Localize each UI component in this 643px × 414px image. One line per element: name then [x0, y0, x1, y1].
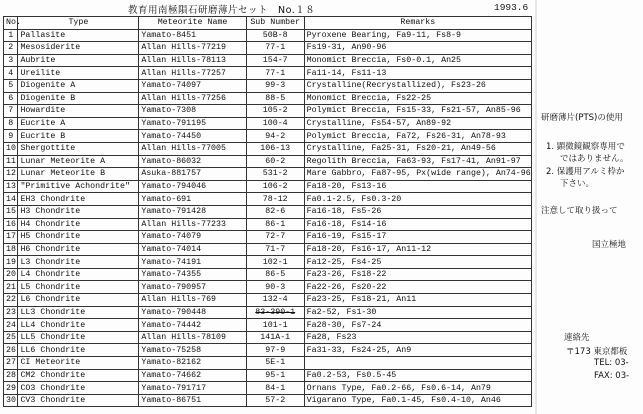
cell-no: 3 [4, 54, 18, 67]
cell-meteorite-name: Yamato-74097 [139, 79, 246, 92]
table-row [4, 394, 532, 407]
cell-sub-number: 86-5 [246, 268, 304, 281]
cell-type: LL4 Chondrite [18, 319, 139, 332]
cell-meteorite-name: Yamato-794046 [139, 180, 246, 193]
cell-no: 26 [4, 344, 18, 357]
cell-remarks: Fa16-18, Fs5-26 [304, 205, 531, 218]
cell-remarks: Fa16-18, Fs14-16 [304, 218, 531, 231]
cell-sub-number: 72-7 [246, 231, 304, 244]
cell-sub-number: 5E-1 [246, 357, 304, 370]
cell-type: CV3 Chondrite [18, 394, 139, 407]
table-row [4, 54, 532, 67]
meteorite-table [3, 16, 532, 407]
side-note-heading: 研磨薄片(PTS)の使用 [541, 113, 623, 123]
cell-no: 10 [4, 142, 18, 155]
table-row [4, 382, 532, 395]
contact-tel: TEL: 03- [594, 358, 629, 368]
cell-sub-number: 50B-8 [246, 29, 304, 42]
cell-remarks: Vigarano Type, Fa0.1-45, Fs0.4-10, An46 [304, 394, 531, 407]
cell-no: 20 [4, 268, 18, 281]
cell-remarks: Pyroxene Bearing, Fa9-11, Fs8-9 [304, 29, 531, 42]
cell-remarks: Monomict Breccia, Fs22-25 [304, 92, 531, 105]
cell-remarks: Fa23-26, Fs18-22 [304, 268, 531, 281]
column-header-type: Type [18, 17, 139, 30]
cell-sub-number: 97-9 [246, 344, 304, 357]
column-header-no: No. [4, 17, 18, 30]
cell-remarks: Fa22-26, Fs20-22 [304, 281, 531, 294]
cell-type: Ureilite [18, 67, 139, 80]
cell-meteorite-name: Yamato-75258 [139, 344, 246, 357]
cell-type: L4 Chondrite [18, 268, 139, 281]
cell-sub-number: 82-6 [246, 205, 304, 218]
table-row [4, 193, 532, 206]
cell-meteorite-name: Yamato-82162 [139, 357, 246, 370]
cell-remarks: Fa28, Fs23 [304, 331, 531, 344]
document-title: 教育用南極隕石研磨薄片セット No.１８ [128, 5, 316, 16]
cell-remarks: Regolith Breccia, Fa63-93, Fs17-41, An91-97 [304, 155, 531, 168]
cell-meteorite-name: Yamato-74442 [139, 319, 246, 332]
cell-sub-number: 102-1 [246, 256, 304, 269]
cell-no: 24 [4, 319, 18, 332]
cell-sub-number: 100-4 [246, 117, 304, 130]
cell-meteorite-name: Asuka-881757 [139, 168, 246, 181]
cell-type: L6 Chondrite [18, 294, 139, 307]
cell-meteorite-name: Yamato-791195 [139, 117, 246, 130]
table-row [4, 369, 532, 382]
cell-no: 6 [4, 92, 18, 105]
cell-meteorite-name: Allan Hills-769 [139, 294, 246, 307]
cell-remarks: Polymict Breccia, Fa72, Fs26-31, An78-93 [304, 130, 531, 143]
table-row [4, 281, 532, 294]
cell-sub-number: 88-5 [246, 92, 304, 105]
cell-no: 2 [4, 42, 18, 55]
cell-type: CO3 Chondrite [18, 382, 139, 395]
cell-type: EH3 Chondrite [18, 193, 139, 206]
cell-type: Lunar Meteorite A [18, 155, 139, 168]
page-fold-edge [535, 0, 537, 414]
cell-meteorite-name: Allan Hills-78109 [139, 331, 246, 344]
cell-meteorite-name: Yamato-74191 [139, 256, 246, 269]
column-header-meteorite-name: Meteorite Name [139, 17, 246, 30]
cell-meteorite-name: Yamato-8451 [139, 29, 246, 42]
table-row [4, 231, 532, 244]
cell-sub-number: 101-1 [246, 319, 304, 332]
cell-sub-number: 77-1 [246, 67, 304, 80]
table-row [4, 268, 532, 281]
table-header-row [4, 17, 532, 30]
cell-no: 9 [4, 130, 18, 143]
cell-no: 27 [4, 357, 18, 370]
cell-remarks: Fa11-14, Fs11-13 [304, 67, 531, 80]
cell-no: 8 [4, 117, 18, 130]
cell-remarks: Fa0.1-2.5, Fs0.3-20 [304, 193, 531, 206]
cell-remarks: Fa28-30, Fs7-24 [304, 319, 531, 332]
cell-type: Diogenite A [18, 79, 139, 92]
table-body [4, 29, 532, 407]
cell-meteorite-name: Allan Hills-77233 [139, 218, 246, 231]
cell-meteorite-name: Yamato-86751 [139, 394, 246, 407]
cell-meteorite-name: Allan Hills-77219 [139, 42, 246, 55]
cell-sub-number: 94-2 [246, 130, 304, 143]
cell-type: Pallasite [18, 29, 139, 42]
cell-type: H3 Chondrite [18, 205, 139, 218]
cell-remarks [304, 357, 531, 370]
cell-sub-number: 83-390-1 [246, 306, 304, 319]
cell-no: 5 [4, 79, 18, 92]
cell-remarks: Fa0.2-53, Fs0.5-45 [304, 369, 531, 382]
cell-meteorite-name: Yamato-790957 [139, 281, 246, 294]
cell-sub-number: 84-1 [246, 382, 304, 395]
table-row [4, 294, 532, 307]
document-date: 1993.6 [494, 2, 529, 13]
table-row [4, 79, 532, 92]
cell-sub-number: 105-2 [246, 105, 304, 118]
contact-heading: 連絡先 [564, 333, 590, 343]
cell-no: 22 [4, 294, 18, 307]
column-header-remarks: Remarks [304, 17, 531, 30]
cell-type: CI Meteorite [18, 357, 139, 370]
cell-type: L5 Chondrite [18, 281, 139, 294]
cell-type: LL3 Chondrite [18, 306, 139, 319]
table-row [4, 218, 532, 231]
cell-no: 4 [4, 67, 18, 80]
column-header-sub-number: Sub Number [246, 17, 304, 30]
cell-remarks: Fa23-25, Fs18-21, An11 [304, 294, 531, 307]
cell-type: Diogenite B [18, 92, 139, 105]
cell-type: Eucrite B [18, 130, 139, 143]
cell-sub-number: 99-3 [246, 79, 304, 92]
cell-sub-number: 78-12 [246, 193, 304, 206]
cell-meteorite-name: Allan Hills-78113 [139, 54, 246, 67]
cell-meteorite-name: Yamato-791717 [139, 382, 246, 395]
cell-type: H4 Chondrite [18, 218, 139, 231]
cell-sub-number: 141A-1 [246, 331, 304, 344]
table-row [4, 344, 532, 357]
cell-no: 30 [4, 394, 18, 407]
table-row [4, 256, 532, 269]
cell-meteorite-name: Allan Hills-77257 [139, 67, 246, 80]
table-row [4, 205, 532, 218]
cell-sub-number: 154-7 [246, 54, 304, 67]
cell-no: 29 [4, 382, 18, 395]
side-note-item-2-cont: 下さい。 [560, 179, 595, 189]
table-row [4, 155, 532, 168]
cell-meteorite-name: Yamato-74450 [139, 130, 246, 143]
table-row [4, 67, 532, 80]
cell-remarks: Fa18-20, Fs16-17, An11-12 [304, 243, 531, 256]
cell-type: Aubrite [18, 54, 139, 67]
cell-sub-number: 71-7 [246, 243, 304, 256]
table-row [4, 168, 532, 181]
table-row [4, 331, 532, 344]
cell-remarks: Monomict Breccia, Fs0-0.1, An25 [304, 54, 531, 67]
cell-sub-number: 95-1 [246, 369, 304, 382]
cell-sub-number: 132-4 [246, 294, 304, 307]
cell-type: H6 Chondrite [18, 243, 139, 256]
cell-no: 28 [4, 369, 18, 382]
cell-sub-number: 106-13 [246, 142, 304, 155]
cell-type: LL6 Chondrite [18, 344, 139, 357]
cell-sub-number: 57-2 [246, 394, 304, 407]
cell-no: 7 [4, 105, 18, 118]
cell-no: 15 [4, 205, 18, 218]
cell-meteorite-name: Yamato-7308 [139, 105, 246, 118]
cell-remarks: Ornans Type, Fa0.2-66, Fs0.6-14, An79 [304, 382, 531, 395]
cell-sub-number: 106-2 [246, 180, 304, 193]
cell-meteorite-name: Yamato-74079 [139, 231, 246, 244]
cell-no: 18 [4, 243, 18, 256]
table-row [4, 142, 532, 155]
cell-type: "Primitive Achondrite" [18, 180, 139, 193]
cell-remarks: Fa31-33, Fs24-25, An9 [304, 344, 531, 357]
cell-sub-number: 86-1 [246, 218, 304, 231]
cell-no: 13 [4, 180, 18, 193]
cell-meteorite-name: Yamato-790448 [139, 306, 246, 319]
cell-remarks: Fa18-20, Fs13-16 [304, 180, 531, 193]
contact-address: 〒173 東京都板 [566, 347, 628, 357]
cell-remarks: Fa12-25, Fs4-25 [304, 256, 531, 269]
cell-meteorite-name: Yamato-74662 [139, 369, 246, 382]
cell-type: H5 Chondrite [18, 231, 139, 244]
side-note-item-2: 2. 保護用アルミ枠か [546, 167, 625, 177]
cell-type: L3 Chondrite [18, 256, 139, 269]
cell-meteorite-name: Yamato-86032 [139, 155, 246, 168]
table-row [4, 306, 532, 319]
table-row [4, 130, 532, 143]
cell-meteorite-name: Allan Hills-77256 [139, 92, 246, 105]
cell-no: 21 [4, 281, 18, 294]
cell-sub-number: 60-2 [246, 155, 304, 168]
cell-type: Mesosiderite [18, 42, 139, 55]
cell-meteorite-name: Yamato-691 [139, 193, 246, 206]
cell-no: 14 [4, 193, 18, 206]
cell-no: 11 [4, 155, 18, 168]
cell-no: 25 [4, 331, 18, 344]
cell-sub-number: 90-3 [246, 281, 304, 294]
cell-no: 23 [4, 306, 18, 319]
table-row [4, 42, 532, 55]
cell-remarks: Fs19-31, An90-96 [304, 42, 531, 55]
cell-remarks: Fa16-19, Fs15-17 [304, 231, 531, 244]
cell-no: 17 [4, 231, 18, 244]
side-note-item-1-cont: ではありません。 [560, 154, 629, 164]
cell-sub-number: 77-1 [246, 42, 304, 55]
cell-remarks: Fa2-52, Fs1-30 [304, 306, 531, 319]
cell-remarks: Polymict Breccia, Fs15-33, Fs21-57, An85-96 [304, 105, 531, 118]
cell-remarks: Crystalline, Fs54-57, An89-92 [304, 117, 531, 130]
cell-remarks: Mare Gabbro, Fa87-95, Px(wide range), An74-96 [304, 168, 531, 181]
cell-no: 12 [4, 168, 18, 181]
cell-no: 19 [4, 256, 18, 269]
side-note-institute: 国立極地 [592, 240, 627, 250]
side-note-caution: 注意して取り扱って [541, 206, 618, 216]
cell-no: 16 [4, 218, 18, 231]
table-row [4, 357, 532, 370]
cell-meteorite-name: Yamato-791428 [139, 205, 246, 218]
side-note-item-1: 1. 顕微鏡観察専用で [546, 142, 625, 152]
table-row [4, 117, 532, 130]
cell-no: 1 [4, 29, 18, 42]
cell-type: Eucrite A [18, 117, 139, 130]
table-row [4, 105, 532, 118]
cell-sub-number: 531-2 [246, 168, 304, 181]
contact-fax: FAX: 03- [594, 371, 630, 381]
table-row [4, 180, 532, 193]
table-row [4, 92, 532, 105]
cell-remarks: Crystalline, Fa25-31, Fs20-21, An49-56 [304, 142, 531, 155]
cell-type: CM2 Chondrite [18, 369, 139, 382]
table-row [4, 29, 532, 42]
table-row [4, 243, 532, 256]
cell-type: Shergottite [18, 142, 139, 155]
cell-remarks: Crystalline(Recrystallized), Fs23-26 [304, 79, 531, 92]
cell-type: Howardite [18, 105, 139, 118]
cell-type: LL5 Chondrite [18, 331, 139, 344]
table-row [4, 319, 532, 332]
cell-meteorite-name: Allan Hills-77005 [139, 142, 246, 155]
cell-meteorite-name: Yamato-74355 [139, 268, 246, 281]
cell-type: Lunar Meteorite B [18, 168, 139, 181]
cell-meteorite-name: Yamato-74014 [139, 243, 246, 256]
